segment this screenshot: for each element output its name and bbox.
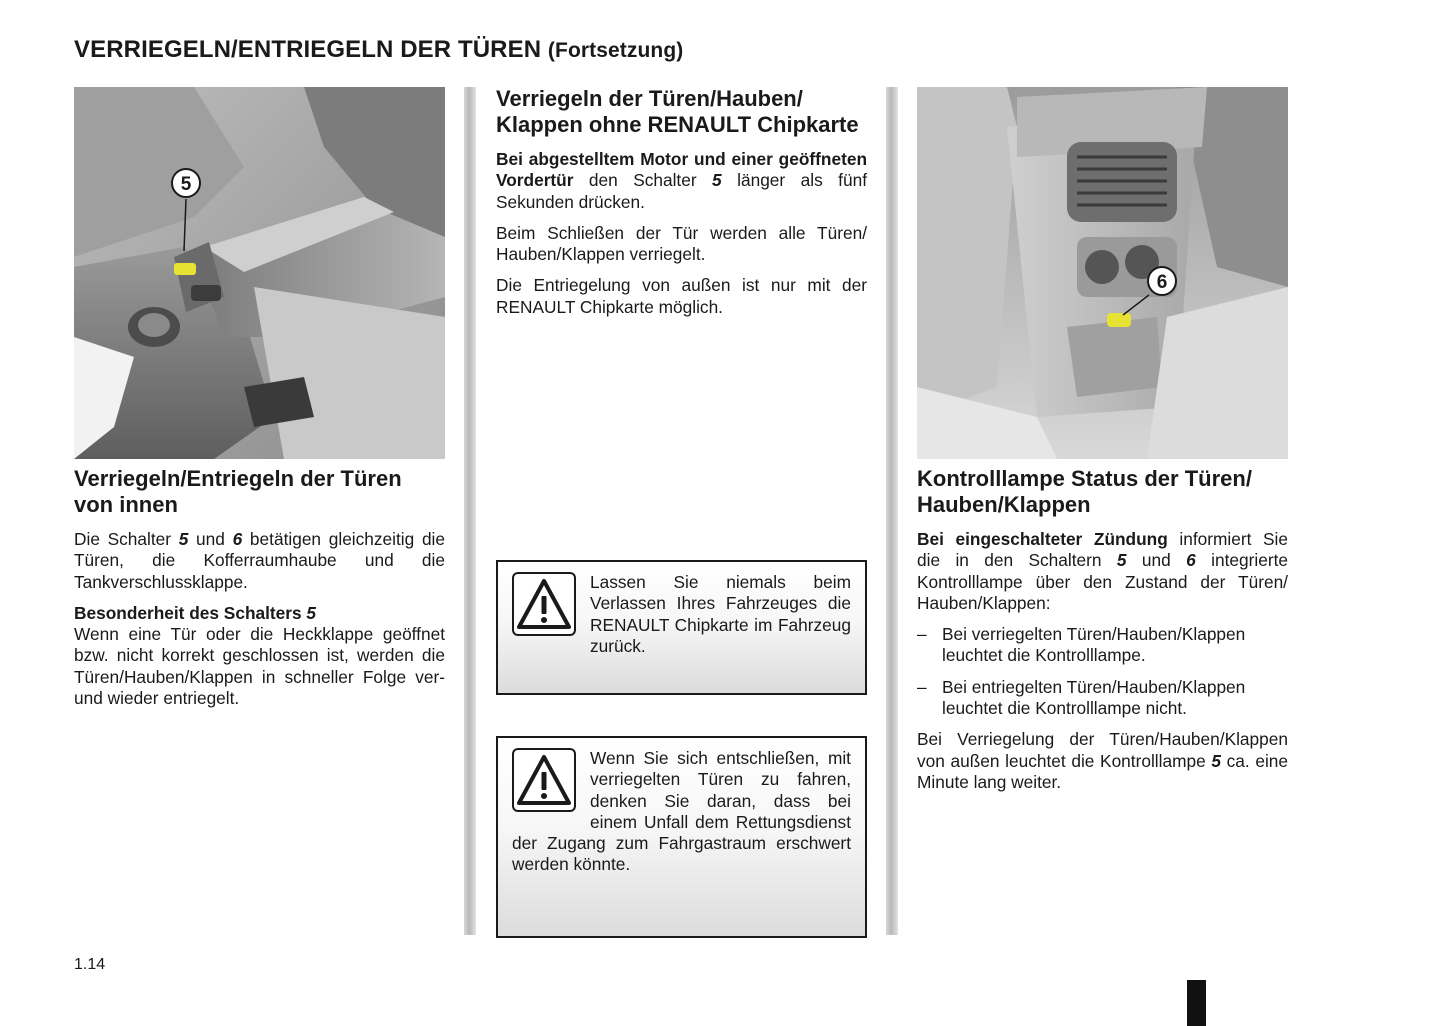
lock-switch-5-highlight: [174, 263, 196, 275]
switch-ref: 6: [1186, 550, 1196, 571]
callout-6-label: 6: [1156, 272, 1168, 293]
page-title-main: VERRIEGELN/ENTRIEGELN DER TÜREN: [74, 36, 542, 63]
para-lamp-remains: [917, 729, 1288, 793]
rear-console-switch-photo: [917, 87, 1288, 459]
list-item-unlocked: [917, 677, 1288, 720]
text: und: [1126, 550, 1187, 571]
text: länger als fünf Sekunden drücken.: [496, 170, 867, 212]
warning-box-locked-doors: [496, 736, 867, 938]
switch-ref: 5: [1116, 550, 1127, 571]
text: Bei abgestelltem Motor und einer geöffneten Vordertür: [496, 149, 867, 191]
text: betätigen gleichzeitig die Türen, die Kofferraumhaube und die Tankverschlussklappe.: [74, 529, 446, 592]
para-unlock-outside: Die Entriegelung von außen ist nur mit der RENAULT Chipkarte möglich.: [496, 275, 867, 317]
text: informiert Sie die in den Schaltern: [917, 529, 1288, 571]
text: Besonderheit des Schalters: [74, 602, 307, 623]
text: den Schalter: [573, 170, 713, 191]
text: ca. eine Minute lang weiter.: [917, 750, 1289, 792]
page-title-continuation: (Fortsetzung): [547, 39, 684, 62]
list-item-locked: [917, 624, 1288, 667]
heading-status-lamp: Kontrolllampe Status der Türen/ Hauben/Klappen: [917, 466, 1252, 517]
para-switch-5-behaviour: Wenn eine Tür oder die Heckklappe geöffnet bzw. nicht korrekt geschlossen ist, werden die Türen/Hauben/Klappen in schneller Folge ver- und wieder entriegelt.: [74, 624, 445, 709]
lock-switch-6-highlight: [1107, 313, 1131, 327]
page-title: [74, 36, 683, 64]
middle-body: [496, 149, 867, 318]
switch-ref: 5: [306, 602, 317, 623]
section-edge-tab: [1187, 980, 1206, 1026]
dash-bullet: –: [917, 624, 927, 645]
right-section: [917, 466, 1288, 803]
switch-ref: 5: [712, 170, 722, 191]
heading-lock-from-inside: Verriegeln/Entriegeln der Türen von innen: [74, 466, 402, 517]
text: Bei Verriegelung der Türen/Hauben/Klappen von außen leuchtet die Kontrolllampe: [917, 729, 1288, 771]
text: integrierte Kontrolllampe über den Zustand der Türen/ Hauben/Klappen:: [917, 550, 1288, 613]
heading-lock-without-card: Verriegeln der Türen/Hauben/ Klappen ohne RENAULT Chipkarte: [496, 86, 859, 137]
warning-triangle-icon: [512, 748, 576, 812]
para-ignition-on: [917, 529, 1288, 614]
text: Die Schalter: [74, 529, 179, 549]
dash-bullet: –: [917, 676, 927, 697]
armrest-photo-illustration: [74, 87, 445, 459]
column-divider-left: [464, 87, 476, 935]
para-door-close: Beim Schließen der Tür werden alle Türen/ Hauben/Klappen verriegelt.: [496, 222, 867, 265]
rear-console-illustration: [917, 87, 1288, 459]
text: Bei verriegelten Türen/Hauben/Klappen leuchtet die Kontrolllampe.: [942, 624, 1246, 666]
switch-ref: 6: [232, 529, 243, 549]
callout-5-label: 5: [180, 174, 192, 195]
text: und: [188, 529, 233, 549]
warning-text-card: Lassen Sie niemals beim Verlassen Ihres Fahrzeuges die RENAULT Chipkarte im Fahrzeug zurück.: [590, 572, 851, 656]
warning-triangle-icon: [512, 572, 576, 636]
left-body: [74, 529, 445, 709]
text: Bei entriegelten Türen/Hauben/Klappen leuchtet die Kontrolllampe nicht.: [942, 676, 1246, 719]
text: Bei eingeschalteter Zündung: [917, 529, 1168, 549]
right-body: [917, 529, 1288, 793]
page-number: 1.14: [74, 956, 106, 973]
para-engine-off: [496, 149, 867, 213]
warning-box-card: [496, 560, 867, 695]
armrest-switch-photo: [74, 87, 445, 459]
warning-text-locked-doors: Wenn Sie sich entschließen, mit verriegelten Türen zu fahren, denken Sie daran, dass bei einem Unfall dem Rettungsdienst der Zugang zum Fahrgastraum erschwert werden könnte.: [512, 748, 851, 875]
middle-section: [496, 86, 867, 328]
subheading-switch-5: [74, 603, 445, 624]
column-divider-right: [886, 87, 898, 935]
left-section: [74, 466, 445, 719]
switch-ref: 5: [1211, 750, 1221, 771]
para-switches: [74, 529, 445, 593]
switch-ref: 5: [178, 529, 189, 549]
